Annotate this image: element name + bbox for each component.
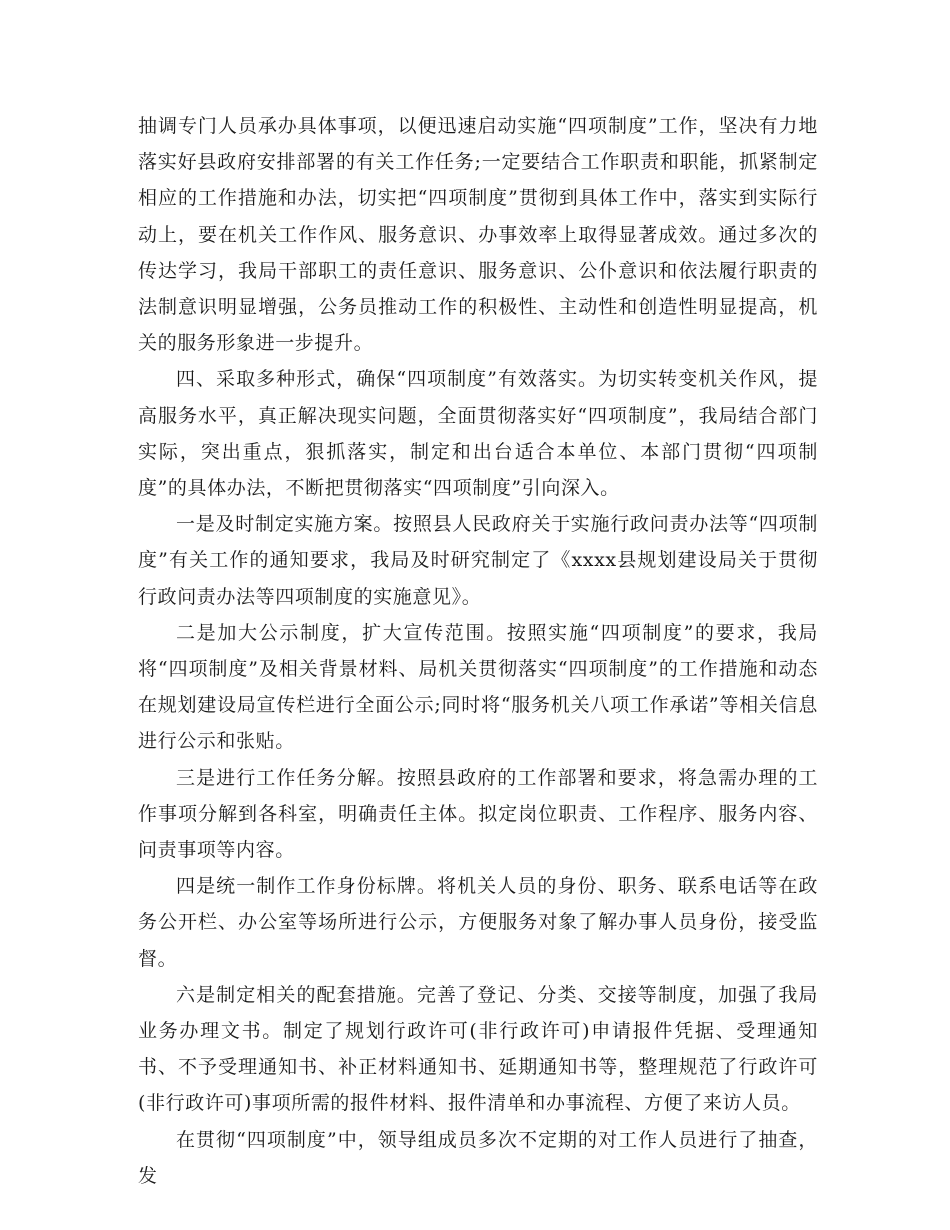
document-body	[138, 108, 818, 1194]
paragraph-closing: 在贯彻“四项制度”中，领导组成员多次不定期的对工作人员进行了抽查，发	[138, 1128, 818, 1187]
paragraph-section-four: 四、采取多种形式，确保“四项制度”有效落实。为切实转变机关作风，提高服务水平，真正解决现实问题，全面贯彻落实好“四项制度”，我局结合部门实际，突出重点，狠抓落实，制定和出台适合本单位、本部门贯彻“四项制度”的具体办法，不断把贯彻落实“四项制度”引向深入。	[138, 368, 818, 500]
paragraph-item-four: 四是统一制作工作身份标牌。将机关人员的身份、职务、联系电话等在政务公开栏、办公室等场所进行公示，方便服务对象了解办事人员身份，接受监督。	[138, 875, 818, 970]
paragraph-item-two: 二是加大公示制度，扩大宣传范围。按照实施“四项制度”的要求，我局将“四项制度”及相关背景材料、局机关贯彻落实“四项制度”的工作措施和动态在规划建设局宣传栏进行全面公示;同时将“服务机关八项工作承诺”等相关信息进行公示和张贴。	[138, 621, 818, 753]
paragraph-continuation: 抽调专门人员承办具体事项，以便迅速启动实施“四项制度”工作，坚决有力地落实好县政府安排部署的有关工作任务;一定要结合工作职责和职能，抓紧制定相应的工作措施和办法，切实把“四项制度”贯彻到具体工作中，落实到实际行动上，要在机关工作作风、服务意识、办事效率上取得显著成效。通过多次的传达学习，我局干部职工的责任意识、服务意识、公仆意识和依法履行职责的法制意识明显增强，公务员推动工作的积极性、主动性和创造性明显提高，机关的服务形象进一步提升。	[138, 115, 818, 355]
paragraph-item-one: 一是及时制定实施方案。按照县人民政府关于实施行政问责办法等“四项制度”有关工作的通知要求，我局及时研究制定了《xxxx县规划建设局关于贯彻行政问责办法等四项制度的实施意见》。	[138, 513, 818, 608]
paragraph-item-six: 六是制定相关的配套措施。完善了登记、分类、交接等制度，加强了我局业务办理文书。制定了规划行政许可(非行政许可)申请报件凭据、受理通知书、不予受理通知书、补正材料通知书、延期通知书等，整理规范了行政许可(非行政许可)事项所需的报件材料、报件清单和办事流程、方便了来访人员。	[138, 983, 818, 1115]
paragraph-item-three: 三是进行工作任务分解。按照县政府的工作部署和要求，将急需办理的工作事项分解到各科室，明确责任主体。拟定岗位职责、工作程序、服务内容、问责事项等内容。	[138, 766, 818, 862]
